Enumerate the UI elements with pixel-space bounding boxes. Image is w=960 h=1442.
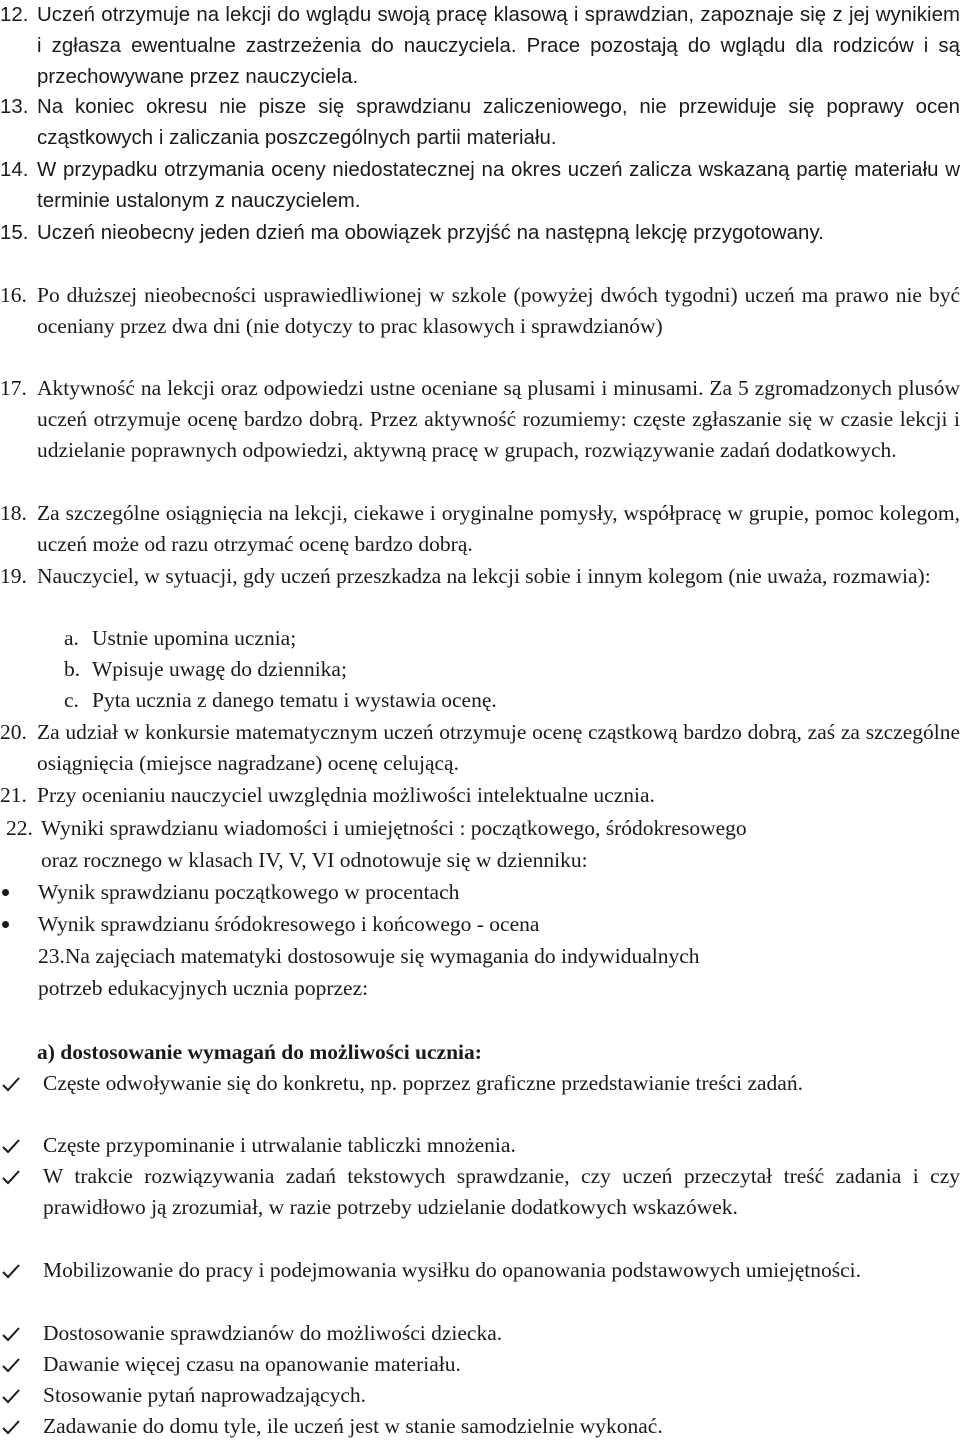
check-text: Częste odwoływanie się do konkretu, np. poprzez graficzne przedstawianie treści zadań.	[43, 1071, 803, 1095]
list-item-text: Za szczególne osiągnięcia na lekcji, ciekawe i oryginalne pomysły, współpracę w grupie, pomoc kolegom, uczeń może od razu otrzymać ocenę bardzo dobrą.	[37, 501, 960, 557]
check-text: Zadawanie do domu tyle, ile uczeń jest w stanie samodzielnie wykonać.	[43, 1414, 663, 1438]
list-number: 22.	[6, 816, 33, 840]
checkmark-icon	[1, 1169, 21, 1186]
sub-text: Pyta ucznia z danego tematu i wystawia ocenę.	[92, 688, 497, 712]
check-text: Częste przypominanie i utrwalanie tabliczki mnożenia.	[43, 1133, 516, 1157]
list-item-19	[0, 561, 960, 592]
check-item	[0, 1068, 960, 1099]
list-item-18	[0, 498, 960, 560]
check-item	[0, 1318, 960, 1349]
checkmark-icon	[1, 1263, 21, 1280]
list-number: 16.	[0, 283, 27, 307]
list-item-text: Na koniec okresu nie pisze się sprawdzianu zaliczeniowego, nie przewiduje się poprawy ocen cząstkowych i zaliczania poszczególnych partii materiału.	[37, 96, 960, 150]
checkmark-icon	[1, 1388, 21, 1405]
list-item-text: W przypadku otrzymania oceny niedostatecznej na okres uczeń zalicza wskazaną partię materiału w terminie ustalonym z nauczycielem.	[37, 159, 960, 213]
check-item	[0, 1380, 960, 1411]
list-number: 14.	[0, 159, 29, 181]
list-number: 20.	[0, 720, 27, 744]
checkmark-icon	[1, 1076, 21, 1093]
checkmark-icon	[1, 1419, 21, 1436]
section-heading: a) dostosowanie wymagań do możliwości ucznia:	[37, 1040, 482, 1064]
bullet-text: Wynik sprawdzianu śródokresowego i końcowego - ocena	[38, 912, 540, 936]
list-item-text: Przy ocenianiu nauczyciel uwzględnia możliwości intelektualne ucznia.	[37, 783, 655, 807]
list-item-text: Za udział w konkursie matematycznym uczeń otrzymuje ocenę cząstkową bardzo dobrą, zaś za szczególne osiągnięcia (miejsce nagradzane) ocenę celującą.	[37, 720, 960, 776]
check-item	[0, 1255, 960, 1286]
list-number: 17.	[0, 376, 27, 400]
list-number: 21.	[0, 783, 27, 807]
sub-text: Wpisuje uwagę do dziennika;	[92, 657, 347, 681]
check-text: Dawanie więcej czasu na opanowanie materiału.	[43, 1352, 461, 1376]
list-number: 18.	[0, 501, 27, 525]
list-item-text: Wyniki sprawdzianu wiadomości i umiejętności : początkowego, śródokresowego	[41, 816, 747, 840]
check-item	[0, 1161, 960, 1223]
check-text: Dostosowanie sprawdzianów do możliwości dziecka.	[43, 1321, 503, 1345]
sub-letter: c.	[64, 688, 79, 712]
bullet-text: Wynik sprawdzianu początkowego w procentach	[38, 880, 460, 904]
bullet-dot-icon	[2, 921, 9, 928]
check-item	[0, 1411, 960, 1442]
list-number: 12.	[0, 4, 29, 26]
list-item-17	[0, 373, 960, 467]
list-item-text: Nauczyciel, w sytuacji, gdy uczeń przeszkadza na lekcji sobie i innym kolegom (nie uważa, rozmawia):	[37, 564, 931, 588]
sub-letter: a.	[64, 626, 79, 650]
list-number: 15.	[0, 222, 29, 244]
list-item-text: Uczeń nieobecny jeden dzień ma obowiązek przyjść na następną lekcję przygotowany.	[37, 222, 824, 244]
list-item-14	[0, 155, 960, 217]
check-item	[0, 1349, 960, 1380]
list-item-12	[0, 0, 960, 94]
list-item-text: potrzeb edukacyjnych ucznia poprzez:	[38, 976, 369, 1000]
list-number: 19.	[0, 564, 27, 588]
list-item-text: Po dłuższej nieobecności usprawiedliwionej w szkole (powyżej dwóch tygodni) uczeń ma prawo nie być oceniany przez dwa dni (nie dotyczy to prac klasowych i sprawdzianów)	[37, 283, 960, 339]
list-item-text: Uczeń otrzymuje na lekcji do wglądu swoją pracę klasową i sprawdzian, zapoznaje się z jej wynikiem i zgłasza ewentualne zastrzeżenia do nauczyciela. Prace pozostają do wglądu dla rodziców i są przechowywane przez nauczyciela.	[37, 4, 960, 89]
check-text: Stosowanie pytań naprowadzających.	[43, 1383, 366, 1407]
list-item-13	[0, 92, 960, 154]
list-item-text: oraz rocznego w klasach IV, V, VI odnotowuje się w dzienniku:	[41, 848, 588, 872]
bullet-dot-icon	[2, 889, 9, 896]
list-item-16	[0, 280, 960, 342]
list-item-text: 23.Na zajęciach matematyki dostosowuje się wymagania do indywidualnych	[38, 944, 700, 968]
sub-letter: b.	[64, 657, 81, 681]
checkmark-icon	[1, 1138, 21, 1155]
check-text: W trakcie rozwiązywania zadań tekstowych sprawdzanie, czy uczeń przeczytał treść zadania i czy prawidłowo ją zrozumiał, w razie potrzeby udzielanie dodatkowych wskazówek.	[43, 1164, 960, 1220]
checkmark-icon	[1, 1357, 21, 1374]
check-item	[0, 1130, 960, 1161]
checkmark-icon	[1, 1326, 21, 1343]
list-item-text: Aktywność na lekcji oraz odpowiedzi ustne oceniane są plusami i minusami. Za 5 zgromadzonych plusów uczeń otrzymuje ocenę bardzo dobrą. Przez aktywność rozumiemy: częste zgłaszanie się w czasie lekcji i udzielanie poprawnych odpowiedzi, aktywną pracę w grupach, rozwiązywanie zadań dodatkowych.	[37, 376, 960, 463]
list-item-20	[0, 717, 960, 779]
sub-text: Ustnie upomina ucznia;	[92, 626, 297, 650]
list-item-15	[0, 218, 960, 249]
check-text: Mobilizowanie do pracy i podejmowania wysiłku do opanowania podstawowych umiejętności.	[43, 1258, 862, 1282]
list-number: 13.	[0, 96, 29, 118]
list-item-21	[0, 780, 960, 811]
